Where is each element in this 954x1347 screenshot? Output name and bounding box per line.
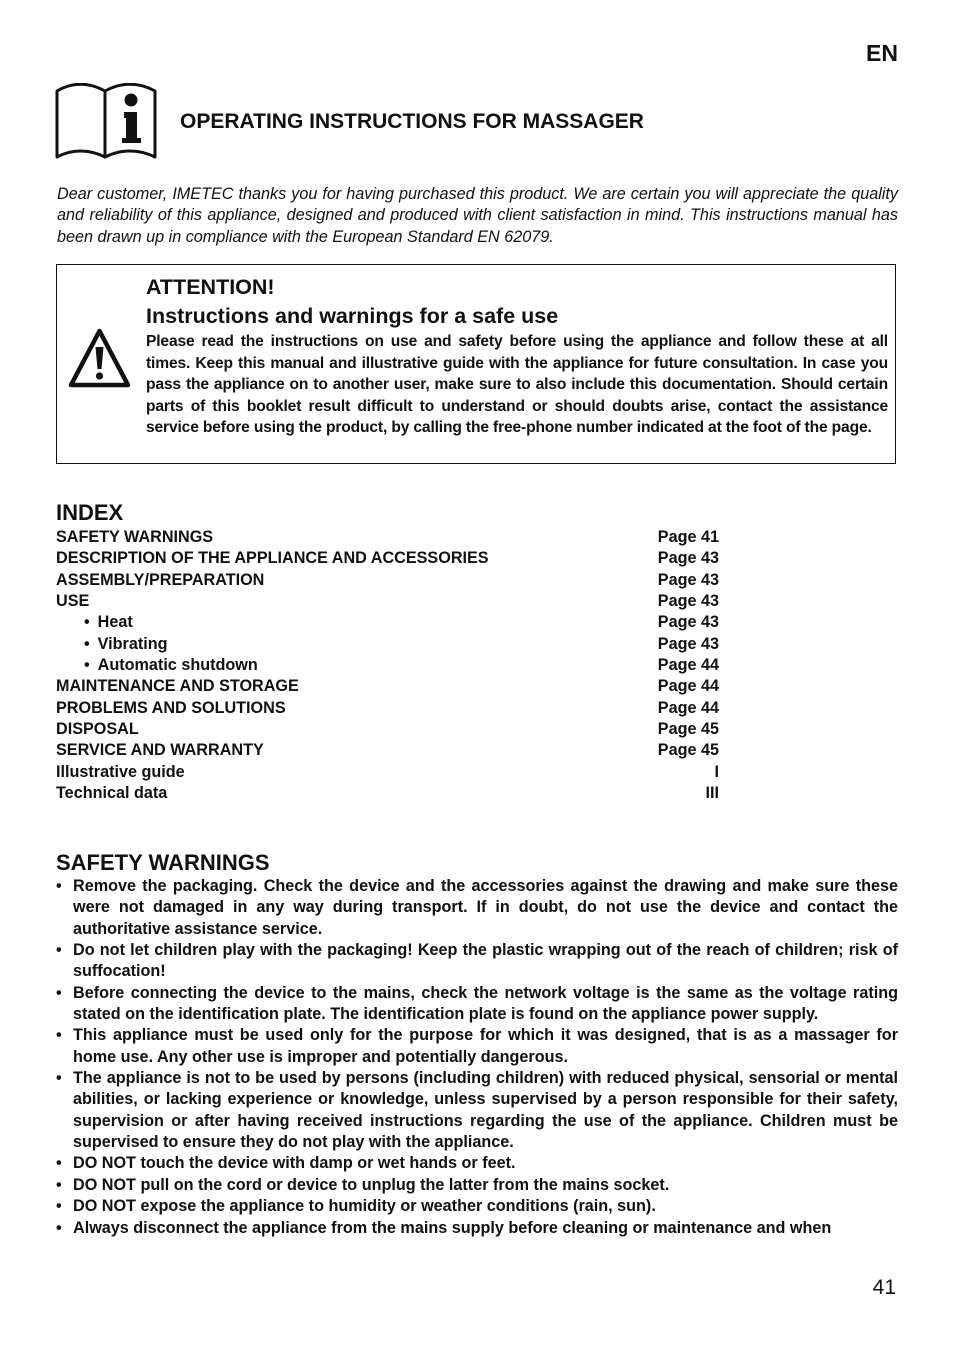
safety-warning-item: • Do not let children play with the packaging! Keep the plastic wrapping out of the reach of children; risk of suffocation!: [56, 940, 898, 983]
index-subentry: • Heat Page 43: [56, 612, 719, 633]
safety-warning-item: • Before connecting the device to the mains, check the network voltage is the same as the voltage rating stated on the identification plate. The identification plate is found on the appliance power supply.: [56, 983, 898, 1026]
attention-heading: ATTENTION!: [146, 275, 275, 299]
attention-body: Please read the instructions on use and safety before using the appliance and follow these at all times. Keep this manual and illustrative guide with the appliance for future consultation. In case you pass the appliance on to another user, make sure to also include this documentation. Should certain parts of this booklet result difficult to understand or should doubts arise, contact the assistance service before using the product, by calling the free-phone number indicated at the foot of the page.: [146, 333, 888, 436]
index-entry: DISPOSAL Page 45: [56, 720, 719, 739]
page-number: 41: [872, 1276, 896, 1299]
safety-warnings-title: SAFETY WARNINGS: [56, 850, 270, 875]
index-title: INDEX: [56, 500, 124, 525]
safety-warning-item: • DO NOT touch the device with damp or wet hands or feet.: [56, 1153, 898, 1174]
document-title: OPERATING INSTRUCTIONS FOR MASSAGER: [180, 110, 644, 133]
index-subentry: • Vibrating Page 43: [56, 634, 719, 655]
index-entry: USE Page 43: [56, 592, 719, 611]
safety-warnings-list: [56, 876, 898, 1239]
safety-warning-item: • Always disconnect the appliance from the mains supply before cleaning or maintenance and when: [56, 1218, 898, 1239]
index-entry: DESCRIPTION OF THE APPLIANCE AND ACCESSORIES Page 43: [56, 549, 719, 568]
index-list: [56, 527, 719, 804]
safety-warning-item: • DO NOT pull on the cord or device to unplug the latter from the mains socket.: [56, 1175, 898, 1196]
index-entry: SERVICE AND WARRANTY Page 45: [56, 741, 719, 760]
index-subentry: • Automatic shutdown Page 44: [56, 655, 719, 676]
attention-box: [56, 264, 896, 464]
safety-warning-item: • DO NOT expose the appliance to humidity or weather conditions (rain, sun).: [56, 1196, 898, 1217]
language-code: EN: [866, 40, 898, 66]
safety-warning-item: • The appliance is not to be used by persons (including children) with reduced physical, sensorial or mental abilities, or lacking experience or knowledge, unless supervised by a person responsible for their safety, supervision or after having received instructions regarding the use of the appliance. Children must be supervised to ensure they do not play with the appliance.: [56, 1068, 898, 1153]
safety-warning-item: • This appliance must be used only for the purpose for which it was designed, that is as a massager for home use. Any other use is improper and potentially dangerous.: [56, 1025, 898, 1068]
index-entry: ASSEMBLY/PREPARATION Page 43: [56, 570, 719, 589]
index-entry: Technical data III: [56, 784, 719, 803]
attention-subheading: Instructions and warnings for a safe use: [146, 304, 559, 328]
index-entry: PROBLEMS AND SOLUTIONS Page 44: [56, 698, 719, 717]
index-entry: SAFETY WARNINGS Page 41: [56, 528, 719, 546]
intro-paragraph: Dear customer, IMETEC thanks you for having purchased this product. We are certain you will appreciate the quality and reliability of this appliance, designed and produced with client satisfaction in mind. This instructions manual has been drawn up in compliance with the European Standard EN 62079.: [57, 185, 898, 246]
safety-warning-item: • Remove the packaging. Check the device and the accessories against the drawing and make sure these were not damaged in any way during transport. If in doubt, do not use the device and contact the authoritative assistance service.: [56, 876, 898, 940]
index-entry: MAINTENANCE AND STORAGE Page 44: [56, 677, 719, 696]
manual-info-icon: [55, 83, 158, 159]
index-entry: Illustrative guide I: [56, 762, 719, 781]
warning-triangle-icon: [68, 328, 131, 388]
